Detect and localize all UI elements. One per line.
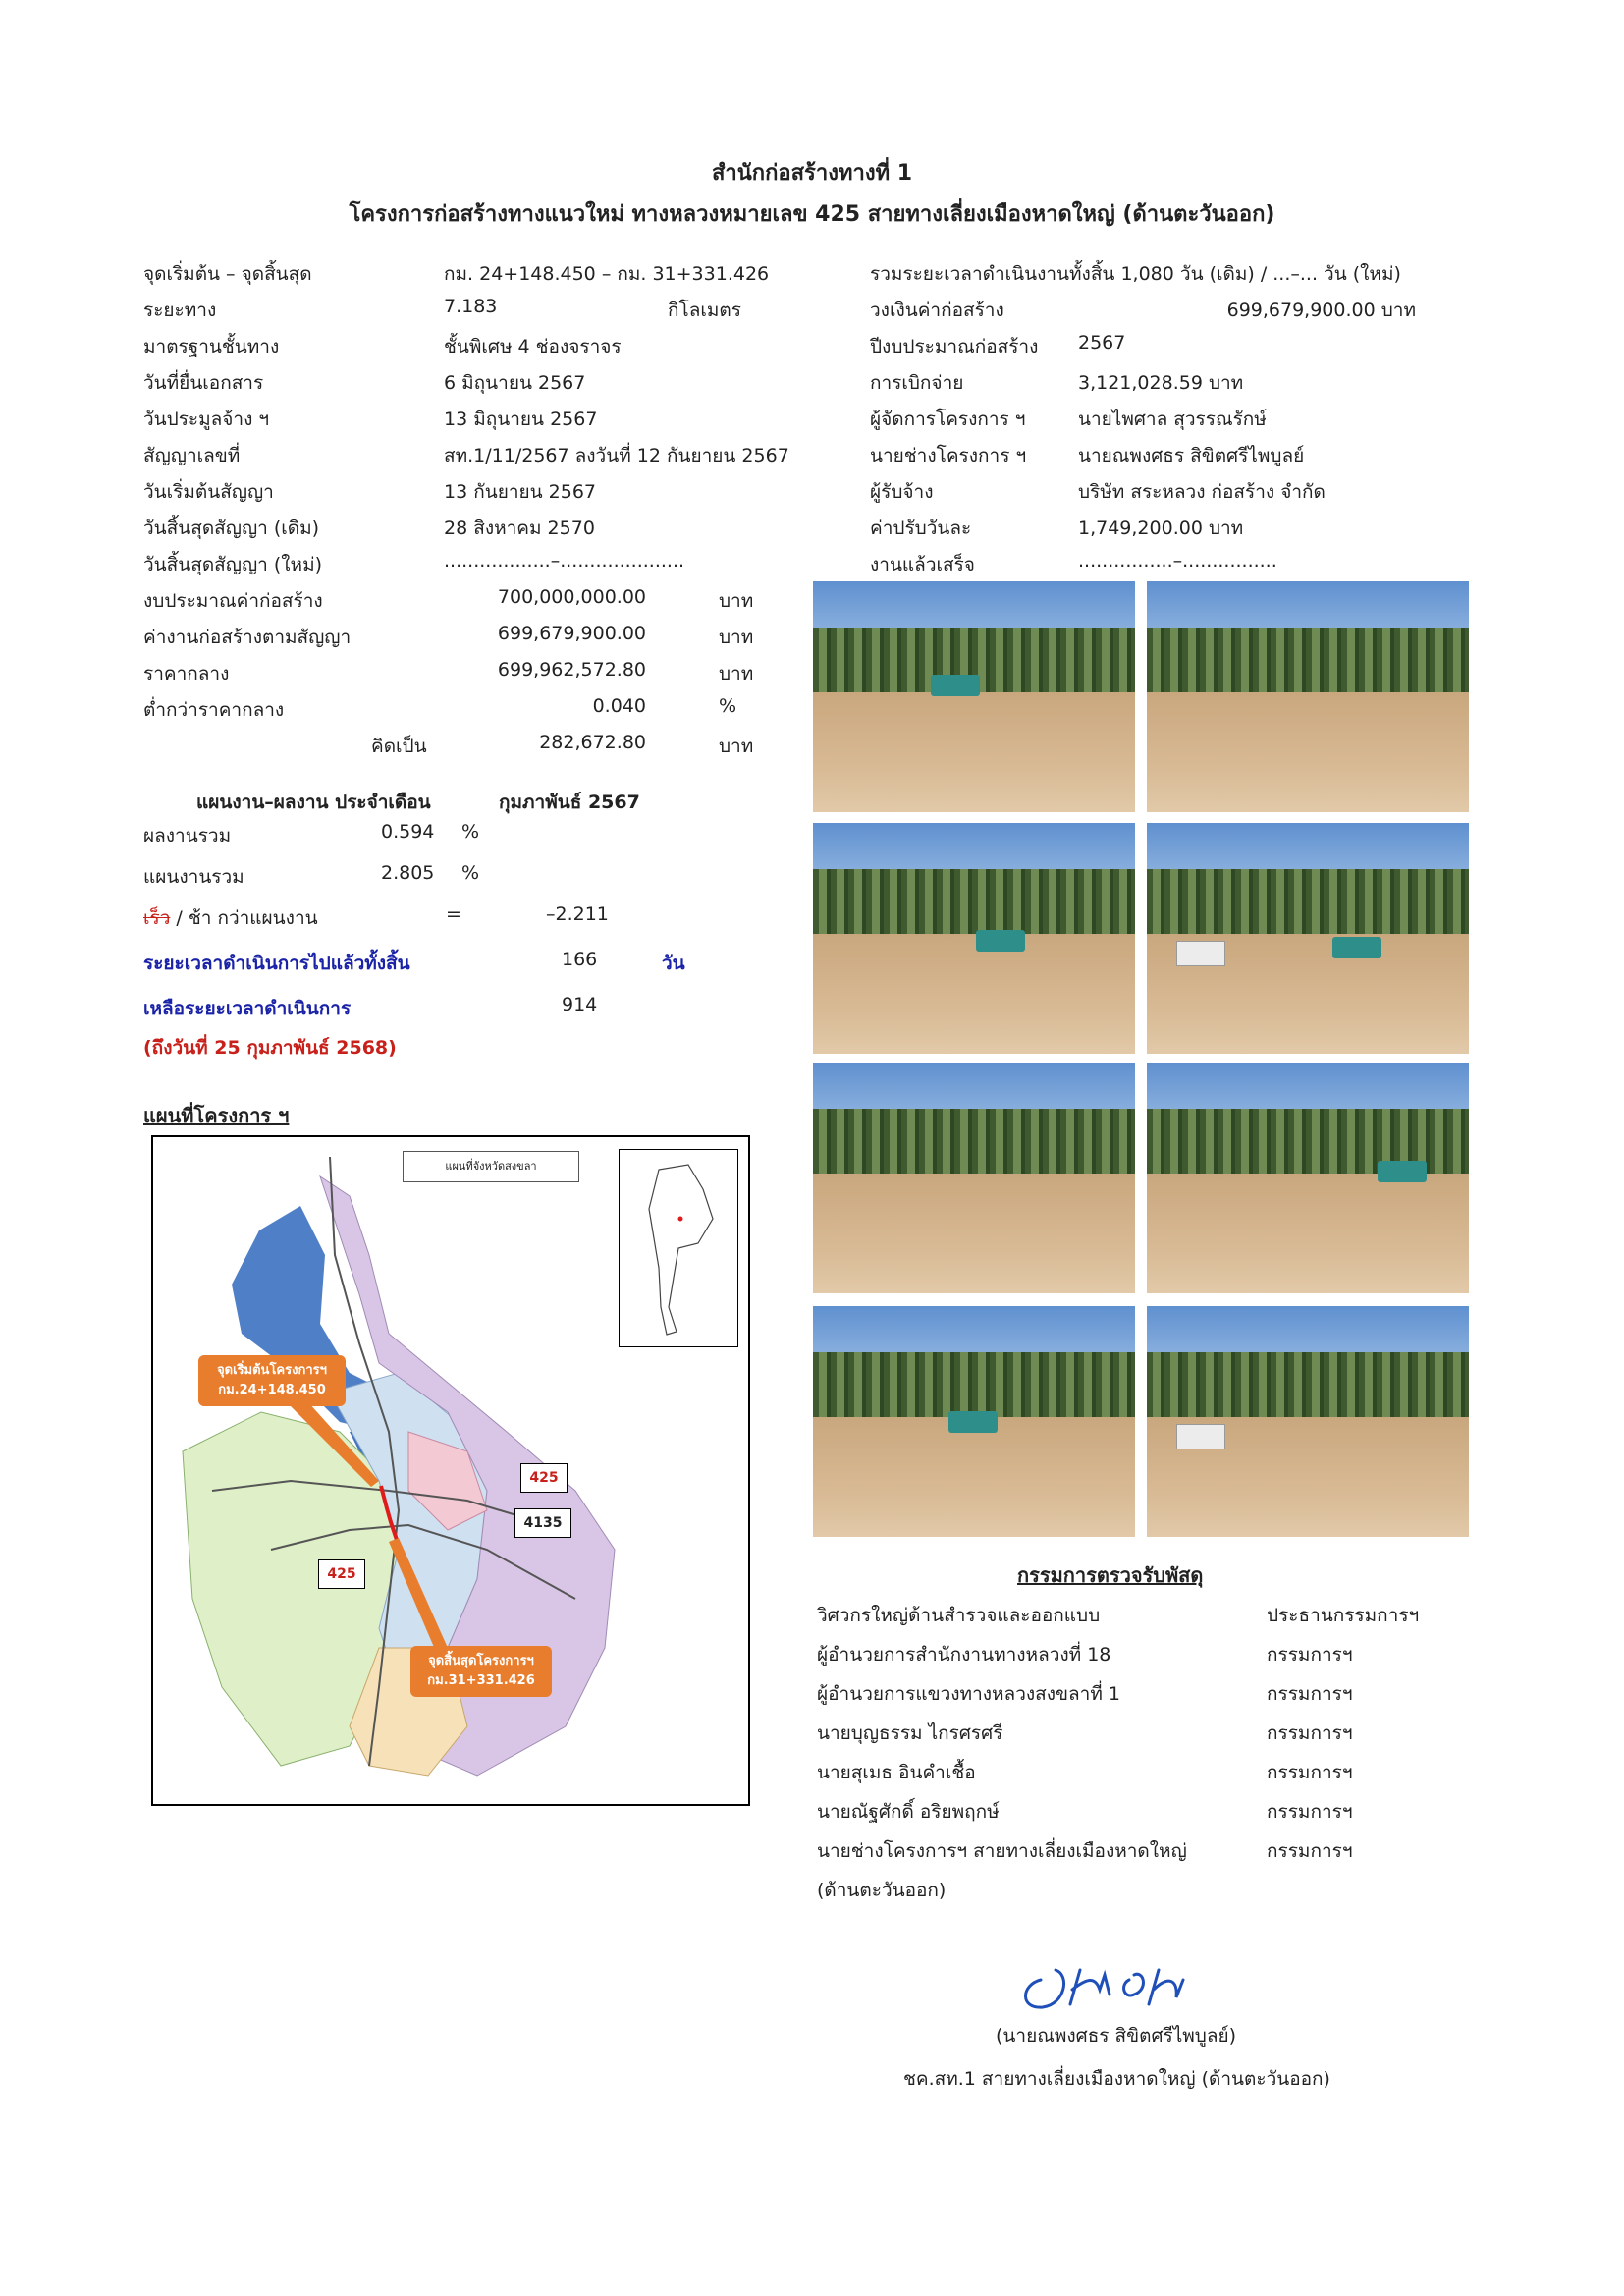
right-info-label: ปีงบประมาณก่อสร้าง	[870, 336, 1039, 357]
right-info-label: การเบิกจ่าย	[870, 372, 964, 394]
committee-member-name: นายสุเมธ อินคำเชื้อ	[817, 1762, 976, 1783]
left-info-label: วันสิ้นสุดสัญญา (เดิม)	[143, 518, 320, 539]
left-info-label: สัญญาเลขที่	[143, 445, 241, 466]
left-info-label: วันสิ้นสุดสัญญา (ใหม่)	[143, 554, 323, 575]
committee-member-role: กรรมการฯ	[1267, 1762, 1353, 1783]
end-callout-km: กม.31+331.426	[427, 1673, 535, 1688]
right-info-value: 1,749,200.00 บาท	[1078, 518, 1244, 539]
right-info-label: ค่าปรับวันละ	[870, 518, 972, 539]
right-info-label: รวมระยะเวลาดำเนินงานทั้งสิ้น 1,080 วัน (เดิม) / ...–... วัน (ใหม่)	[870, 263, 1401, 285]
left-info-label: มาตรฐานชั้นทาง	[143, 336, 280, 357]
committee-member-role: ประธานกรรมการฯ	[1267, 1605, 1420, 1626]
budget-value: 699,679,900.00	[497, 623, 646, 644]
remain-value: 914	[562, 994, 598, 1015]
right-info-value: ................–................	[1078, 550, 1277, 572]
as-of-date: (ถึงวันที่ 25 กุมภาพันธ์ 2568)	[143, 1037, 397, 1059]
signer-name: (นายณพงศธร สิขิตศรีไพบูลย์)	[996, 2025, 1237, 2047]
budget-value: 700,000,000.00	[497, 586, 646, 608]
right-info-label: งานแล้วเสร็จ	[870, 554, 975, 575]
right-info-value: นายไพศาล สุวรรณรักษ์	[1078, 409, 1267, 430]
site-photo	[813, 1306, 1135, 1537]
elapsed-value: 166	[562, 949, 598, 970]
right-info-value: 3,121,028.59 บาท	[1078, 372, 1244, 394]
budget-unit: บาท	[719, 627, 754, 648]
committee-last-line: (ด้านตะวันออก)	[817, 1880, 947, 1901]
left-info-value: ..................–.....................	[444, 550, 685, 572]
budget-label: ราคากลาง	[143, 663, 230, 684]
left-info-unit: กิโลเมตร	[668, 300, 741, 321]
right-info-label: วงเงินค่าก่อสร้าง	[870, 300, 1004, 321]
plan-label: แผนงานรวม	[143, 866, 244, 888]
plan-unit: %	[461, 862, 480, 884]
left-info-label: วันประมูลจ้าง ฯ	[143, 409, 270, 430]
start-callout-title: จุดเริ่มต้นโครงการฯ	[217, 1363, 327, 1378]
signer-position: ชค.สท.1 สายทางเลี่ยงเมืองหาดใหญ่ (ด้านตะวันออก)	[903, 2068, 1330, 2090]
committee-member-name: วิศวกรใหญ่ด้านสำรวจและออกแบบ	[817, 1605, 1101, 1626]
map-heading: แผนที่โครงการ ฯ	[143, 1104, 290, 1127]
committee-member-role: กรรมการฯ	[1267, 1840, 1353, 1862]
diff-rest-label: / ช้า กว่าแผนงาน	[170, 907, 318, 929]
plan-value: 2.805	[381, 862, 435, 884]
elapsed-unit: วัน	[662, 953, 685, 974]
route-425-label-top: 425	[520, 1463, 568, 1493]
left-info-label: จุดเริ่มต้น – จุดสิ้นสุด	[143, 263, 312, 285]
office-title: สำนักก่อสร้างทางที่ 1	[711, 161, 913, 186]
budget-unit: %	[719, 695, 737, 717]
diff-equals: =	[446, 903, 461, 925]
start-callout-km: กม.24+148.450	[218, 1383, 326, 1397]
committee-member-name: นายช่างโครงการฯ สายทางเลี่ยงเมืองหาดใหญ่	[817, 1840, 1187, 1862]
committee-member-role: กรรมการฯ	[1267, 1644, 1353, 1666]
left-info-label: วันเริ่มต้นสัญญา	[143, 481, 274, 503]
end-point-callout	[410, 1646, 552, 1697]
right-info-value: นายณพงศธร สิขิตศรีไพบูลย์	[1078, 445, 1305, 466]
site-photo	[813, 581, 1135, 812]
start-point-callout	[198, 1355, 346, 1406]
committee-member-name: ผู้อำนวยการสำนักงานทางหลวงที่ 18	[817, 1644, 1111, 1666]
budget-value: 0.040	[592, 695, 646, 717]
left-info-value: ชั้นพิเศษ 4 ช่องจราจร	[444, 336, 622, 357]
committee-member-name: ผู้อำนวยการแขวงทางหลวงสงขลาที่ 1	[817, 1683, 1120, 1705]
remain-label: เหลือระยะเวลาดำเนินการ	[143, 998, 352, 1019]
site-photo	[1147, 581, 1469, 812]
route-425-label-bottom: 425	[318, 1559, 365, 1589]
left-info-label: วันที่ยื่นเอกสาร	[143, 372, 264, 394]
diff-label	[143, 903, 318, 933]
budget-unit: บาท	[719, 736, 754, 757]
province-title: แผนที่จังหวัดสงขลา	[445, 1160, 537, 1173]
left-info-value: กม. 24+148.450 – กม. 31+331.426	[444, 263, 770, 285]
left-info-value: 13 กันยายน 2567	[444, 481, 597, 503]
elapsed-label: ระยะเวลาดำเนินการไปแล้วทั้งสิ้น	[143, 953, 410, 974]
budget-label: คิดเป็น	[371, 736, 427, 757]
budget-label: ต่ำกว่าราคากลาง	[143, 699, 285, 721]
progress-heading: แผนงาน–ผลงาน ประจำเดือน	[196, 792, 431, 813]
committee-member-role: กรรมการฯ	[1267, 1801, 1353, 1823]
project-map	[151, 1135, 750, 1806]
left-info-value: 13 มิถุนายน 2567	[444, 409, 598, 430]
budget-label: งบประมาณค่าก่อสร้าง	[143, 590, 323, 612]
left-info-value: 7.183	[444, 296, 498, 317]
left-info-value: สท.1/11/2567 ลงวันที่ 12 กันยายน 2567	[444, 445, 789, 466]
right-info-value: 2567	[1078, 332, 1126, 354]
right-info-label: นายช่างโครงการ ฯ	[870, 445, 1027, 466]
right-info-label: ผู้จัดการโครงการ ฯ	[870, 409, 1026, 430]
committee-member-role: กรรมการฯ	[1267, 1722, 1353, 1744]
right-info-value: 699,679,900.00 บาท	[1226, 300, 1416, 321]
budget-value: 282,672.80	[539, 732, 646, 753]
actual-label: ผลงานรวม	[143, 825, 232, 847]
committee-member-name: นายบุญธรรม ไกรศรศรี	[817, 1722, 1003, 1744]
site-photo	[1147, 823, 1469, 1054]
progress-month: กุมภาพันธ์ 2567	[499, 792, 640, 813]
budget-value: 699,962,572.80	[497, 659, 646, 681]
province-title-box	[403, 1151, 579, 1182]
committee-heading: กรรมการตรวจรับพัสดุ	[1017, 1563, 1204, 1587]
project-title: โครงการก่อสร้างทางแนวใหม่ ทางหลวงหมายเลข 425 สายทางเลี่ยงเมืองหาดใหญ่ (ด้านตะวันออก)	[349, 202, 1275, 227]
site-photo	[813, 823, 1135, 1054]
site-photo	[1147, 1063, 1469, 1293]
left-info-value: 28 สิงหาคม 2570	[444, 518, 595, 539]
committee-member-role: กรรมการฯ	[1267, 1683, 1353, 1705]
end-callout-title: จุดสิ้นสุดโครงการฯ	[428, 1654, 534, 1668]
budget-label: ค่างานก่อสร้างตามสัญญา	[143, 627, 352, 648]
actual-unit: %	[461, 821, 480, 843]
site-photo	[813, 1063, 1135, 1293]
handwritten-signature	[1011, 1950, 1218, 2019]
diff-fast-label: เร็ว	[143, 907, 171, 929]
budget-unit: บาท	[719, 590, 754, 612]
left-info-label: ระยะทาง	[143, 300, 217, 321]
site-photo	[1147, 1306, 1469, 1537]
right-info-label: ผู้รับจ้าง	[870, 481, 934, 503]
left-info-value: 6 มิถุนายน 2567	[444, 372, 586, 394]
route-4135-label: 4135	[514, 1508, 571, 1538]
committee-member-name: นายณัฐศักดิ์ อริยพฤกษ์	[817, 1801, 1000, 1823]
actual-value: 0.594	[381, 821, 435, 843]
diff-value: –2.211	[546, 903, 609, 925]
budget-unit: บาท	[719, 663, 754, 684]
right-info-value: บริษัท สระหลวง ก่อสร้าง จำกัด	[1078, 481, 1326, 503]
thailand-inset-map	[619, 1149, 738, 1347]
